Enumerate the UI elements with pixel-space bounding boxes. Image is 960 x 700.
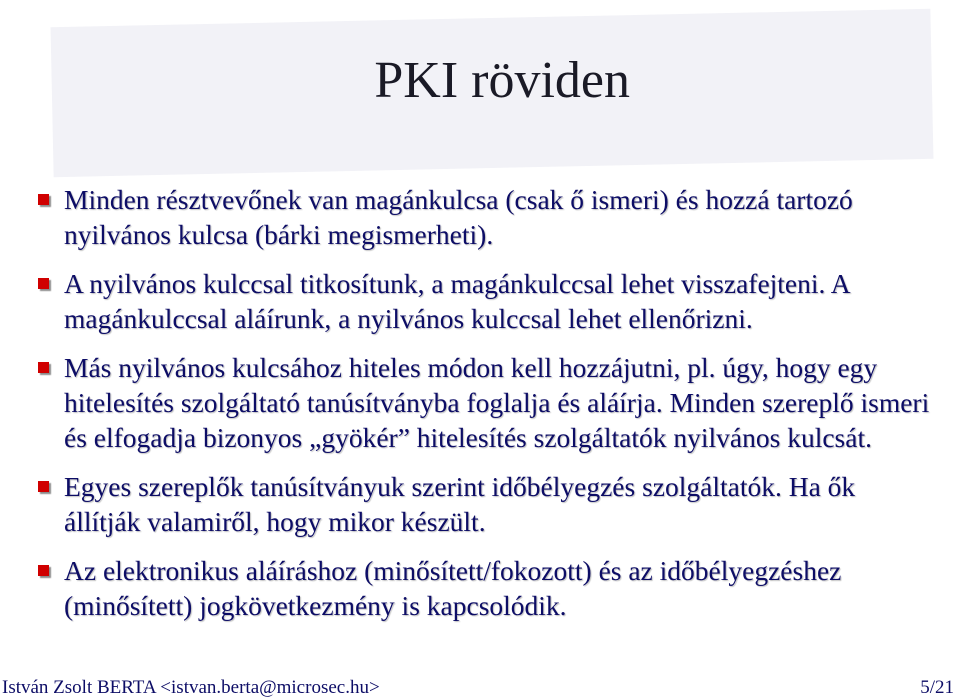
bullet-text: Az elektronikus aláíráshoz (minősített/fokozott) és az időbélyegzéshez (minősített) jogkövetkezmény is kapcsolódik. bbox=[64, 555, 842, 621]
square-bullet-icon bbox=[38, 362, 49, 373]
square-bullet-icon bbox=[38, 194, 49, 205]
footer-author: István Zsolt BERTA <istvan.berta@microsec.hu> bbox=[2, 677, 380, 698]
list-item bbox=[38, 266, 938, 336]
bullet-list bbox=[38, 182, 938, 637]
footer bbox=[0, 674, 960, 698]
square-bullet-icon bbox=[38, 565, 49, 576]
slide-title: PKI röviden bbox=[374, 52, 630, 109]
bullet-text: Egyes szereplők tanúsítványuk szerint időbélyegzés szolgáltatók. Ha ők állítják valamiről, hogy mikor készült. bbox=[64, 471, 856, 537]
bullet-text: Más nyilvános kulcsához hiteles módon kell hozzájutni, pl. úgy, hogy egy hitelesítés szolgáltató tanúsítványba foglalja és aláírja. Minden szereplő ismeri és elfogadja bizonyos „gyökér” hitelesítés szolgáltatók nyilvános kulcsát. bbox=[64, 352, 930, 453]
bullet-text: Minden résztvevőnek van magánkulcsa (csak ő ismeri) és hozzá tartozó nyilvános kulcsa (bárki megismerheti). bbox=[64, 184, 853, 250]
bullet-text: A nyilvános kulccsal titkosítunk, a magánkulccsal lehet visszafejteni. A magánkulccsal aláírunk, a nyilvános kulccsal lehet ellenőrizni. bbox=[64, 268, 850, 334]
list-item bbox=[38, 553, 938, 623]
page-number: 5/21 bbox=[920, 677, 954, 698]
list-item bbox=[38, 469, 938, 539]
square-bullet-icon bbox=[38, 278, 49, 289]
list-item bbox=[38, 182, 938, 252]
list-item bbox=[38, 350, 938, 455]
square-bullet-icon bbox=[38, 481, 49, 492]
